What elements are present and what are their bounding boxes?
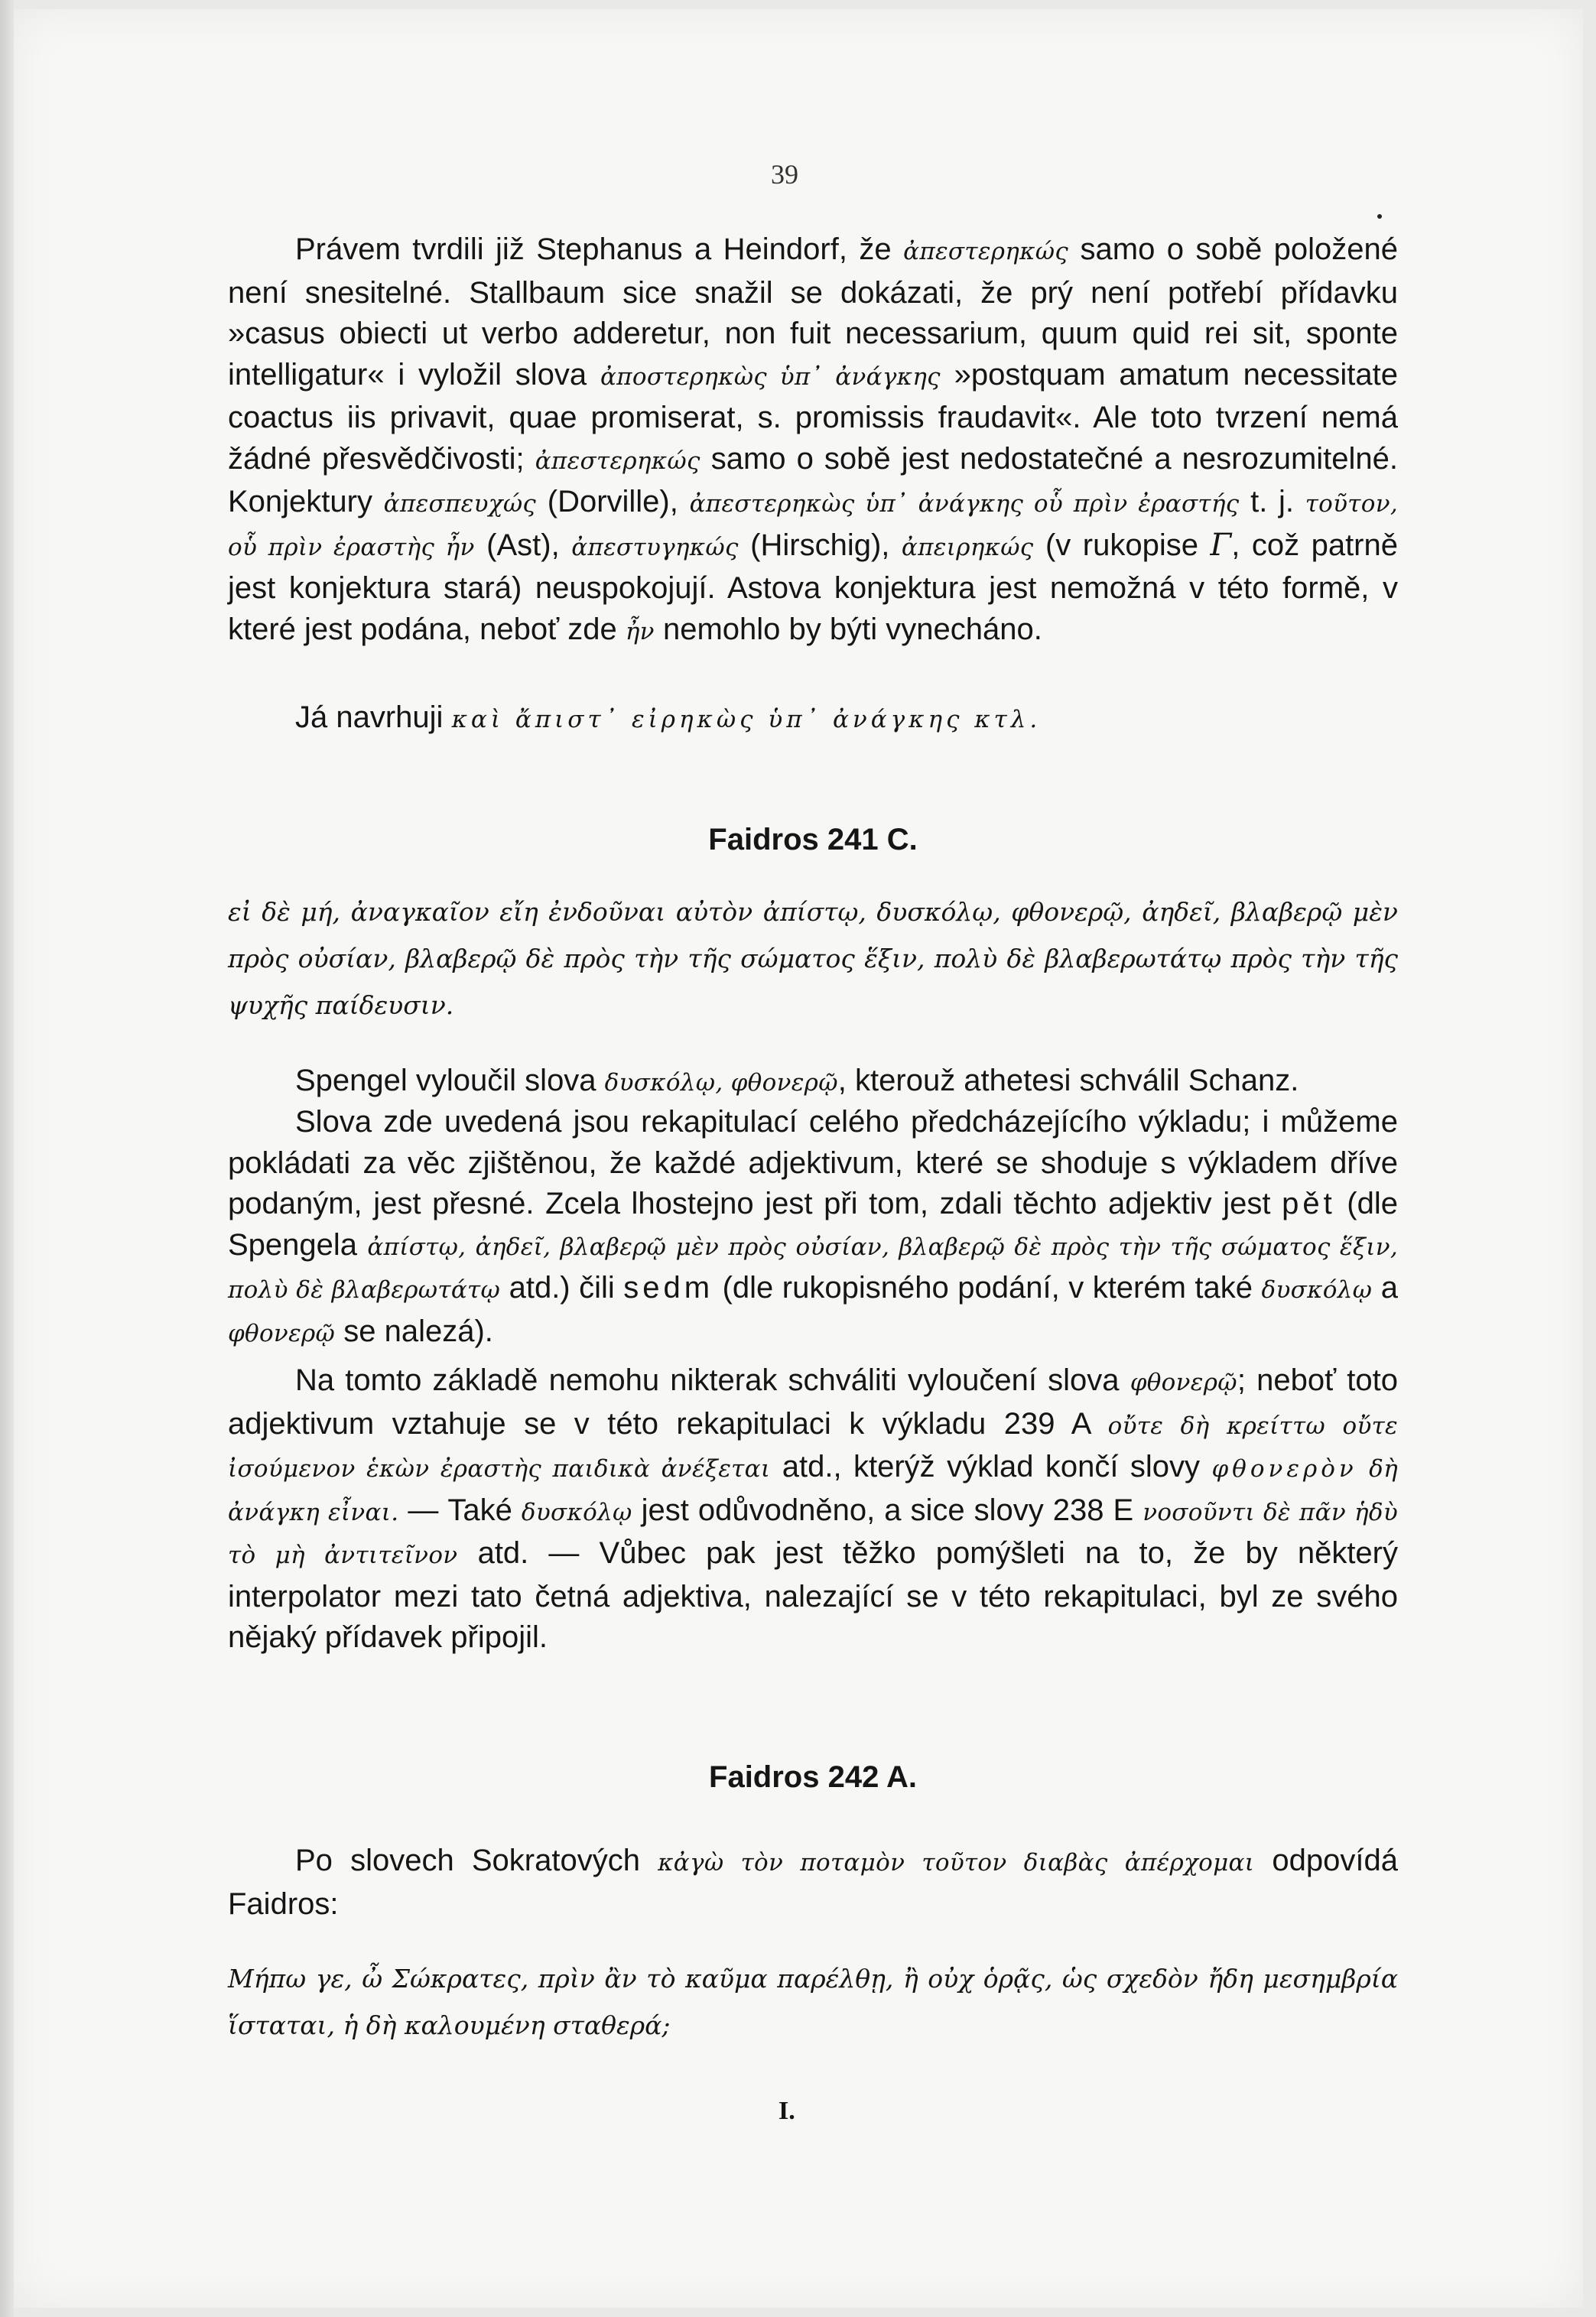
paragraph-241-2	[228, 1102, 1398, 1354]
signature-mark: I.	[778, 2097, 795, 2125]
greek-term: ἦν	[625, 617, 655, 645]
book-page	[14, 9, 1583, 2308]
text-run: Na tomto základě nemohu nikterak schváliti vyloučení slova	[295, 1363, 1130, 1397]
paragraph-intro-1	[228, 229, 1398, 652]
section-heading-242a: Faidros 242 A.	[709, 1760, 917, 1794]
emphasized-word: pět	[1282, 1187, 1336, 1220]
text-run: atd., kterýž výklad končí slovy	[770, 1450, 1212, 1483]
text-run: Já navrhuji	[295, 700, 452, 734]
text-run: Právem tvrdili již Stephanus a Heindorf, že	[295, 232, 904, 266]
text-run: atd. — Vůbec pak jest těžko pomýšleti na to, že by některý interpolator mezi tato četná adjektiva, nalezající se v této rekapitulaci, byl ze svého nějaký přídavek připojil.	[228, 1536, 1399, 1654]
greek-term: κἀγὼ τὸν ποταμὸν τοῦτον διαβὰς ἀπέρχομαι	[658, 1849, 1255, 1877]
text-run: (Hirschig),	[738, 528, 902, 562]
paragraph-241-1	[228, 1061, 1398, 1104]
greek-term: δυσκόλῳ	[521, 1498, 632, 1526]
greek-term: ἀπεστυγηκώς	[571, 533, 739, 561]
text-run: Spengel vyloučil slova	[295, 1064, 605, 1097]
greek-term: φθονερῷ	[1130, 1369, 1237, 1396]
greek-term: ἀπεστερηκώς	[903, 238, 1069, 265]
scan-edge	[0, 0, 14, 2317]
text-run: Po slovech Sokratových	[295, 1844, 658, 1877]
page-number: 39	[771, 159, 798, 190]
paragraph-242-1	[228, 1841, 1398, 1925]
text-run: se nalezá).	[335, 1314, 493, 1348]
text-run: odpovídá Faidros:	[228, 1844, 1398, 1921]
emphasized-word: sedm	[623, 1271, 714, 1305]
text-run: , kterouž athetesi schválil Schanz.	[837, 1064, 1299, 1097]
greek-term: ἀπεστερηκὼς ὑπ᾽ ἀνάγκης οὗ πρὶν ἐραστής	[689, 490, 1240, 518]
text-run: — Také	[398, 1493, 522, 1527]
greek-term: δυσκόλῳ	[1261, 1276, 1373, 1304]
greek-term: δυσκόλῳ, φθονερῷ	[604, 1069, 838, 1097]
greek-term: φθονερὸν	[1211, 1455, 1357, 1483]
text-run: (Dorville),	[536, 485, 690, 518]
greek-term: φθονερῷ	[228, 1319, 336, 1347]
text-run: samo o sobě položené není snesitelné. Stallbaum sice snažil se dokázati, že prý není potřebí přídavku »casus obiecti ut verbo adderetur, non fuit necessarium, quum quid rei sit, sponte intelligatur« i vyložil slova	[228, 232, 1398, 392]
greek-quotation-242a: Μήπω γε, ὦ Σώκρατες, πρὶν ἂν τὸ καῦμα παρέλθῃ, ἢ οὐχ ὁρᾷς, ὡς σχεδὸν ἤδη μεσημβρία ἵσταται, ἡ δὴ καλουμένη σταθερά;	[228, 1964, 1398, 2040]
greek-term: ἀπεσπευχώς	[383, 490, 537, 518]
greek-term: τοῦτον, οὗ πρὶν ἐραστὴς ἦν	[228, 490, 1398, 561]
text-run: ; neboť toto adjektivum vztahuje se v této rekapitulaci k výkladu 239 A	[228, 1363, 1398, 1441]
greek-term: ἀπεστερηκώς	[535, 447, 700, 475]
section-heading-241c: Faidros 241 C.	[708, 823, 918, 856]
text-run: atd.) čili	[500, 1271, 624, 1305]
greek-term: ἀπειρηκώς	[901, 533, 1034, 561]
greek-term: οὔτε δὴ κρείττω οὔτε ἰσούμενον ἑκὼν ἐραστὴς παιδικὰ ἀνέξεται	[228, 1412, 1398, 1483]
paragraph-intro-2	[228, 697, 1398, 741]
text-run: (v rukopise	[1033, 528, 1211, 562]
greek-term: ἀπίστῳ, ἀηδεῖ, βλαβερῷ μὲν πρὸς οὐσίαν, βλαβερῷ δὲ πρὸς τὴν τῆς σώματος ἕξιν, πολὺ δὲ βλαβερωτάτῳ	[228, 1233, 1398, 1304]
text-run: t. j.	[1239, 485, 1305, 518]
text-run: (Ast),	[474, 528, 572, 562]
print-dot	[1377, 214, 1382, 219]
text-run: a	[1372, 1271, 1398, 1305]
greek-term: ἀποστερηκὼς ὑπ᾽ ἀνάγκης	[600, 362, 941, 391]
text-run: , což patrně jest konjektura stará) neuspokojují. Astova konjektura jest nemožná v této formě, v které jest podána, neboť zde	[228, 528, 1398, 646]
text-run: (dle Spengela	[228, 1187, 1399, 1262]
text-run: Slova zde uvedená jsou rekapitulací celého předcházejícího výkladu; i můžeme pokládati za věc zjištěnou, že každé adjektivum, které se shoduje s výkladem dříve podaným, jest přesné. Zcela lhostejno jest při tom, zdali těchto adjektiv jest	[228, 1105, 1398, 1220]
greek-term: νοσοῦντι δὲ πᾶν ἡδὺ τὸ μὴ ἀντιτεῖνον	[228, 1498, 1398, 1569]
manuscript-siglum: Γ	[1210, 527, 1232, 563]
text-run: samo o sobě jest nedostatečné a nesrozumitelné. Konjektury	[228, 441, 1399, 518]
greek-term: δὴ ἀνάγκη εἶναι.	[228, 1455, 1398, 1526]
text-run	[1357, 1450, 1369, 1483]
paragraph-241-3	[228, 1360, 1398, 1659]
text-run: jest odůvodněno, a sice slovy 238 E	[632, 1493, 1143, 1527]
greek-term: καὶ ἄπιστ᾽ εἰρηκὼς ὑπ᾽ ἀνάγκης κτλ.	[451, 706, 1042, 733]
greek-quotation-241c: εἰ δὲ μή, ἀναγκαῖον εἴη ἐνδοῦναι αὐτὸν ἀπίστῳ, δυσκόλῳ, φθονερῷ, ἀηδεῖ, βλαβερῷ μὲν πρὸς οὐσίαν, βλαβερῷ δὲ πρὸς τὴν τῆς σώματος ἕξιν, πολὺ δὲ βλαβερωτάτῳ πρὸς τὴν τῆς ψυχῆς παίδευσιν.	[228, 897, 1398, 1020]
text-run: »postquam amatum necessitate coactus iis privavit, quae promiserat, s. promissis fraudavit«. Ale toto tvrzení nemá žádné přesvědčivosti;	[228, 357, 1398, 476]
text-run: (dle rukopisného podání, v kterém také	[713, 1271, 1262, 1305]
text-run: nemohlo by býti vynecháno.	[654, 612, 1042, 646]
